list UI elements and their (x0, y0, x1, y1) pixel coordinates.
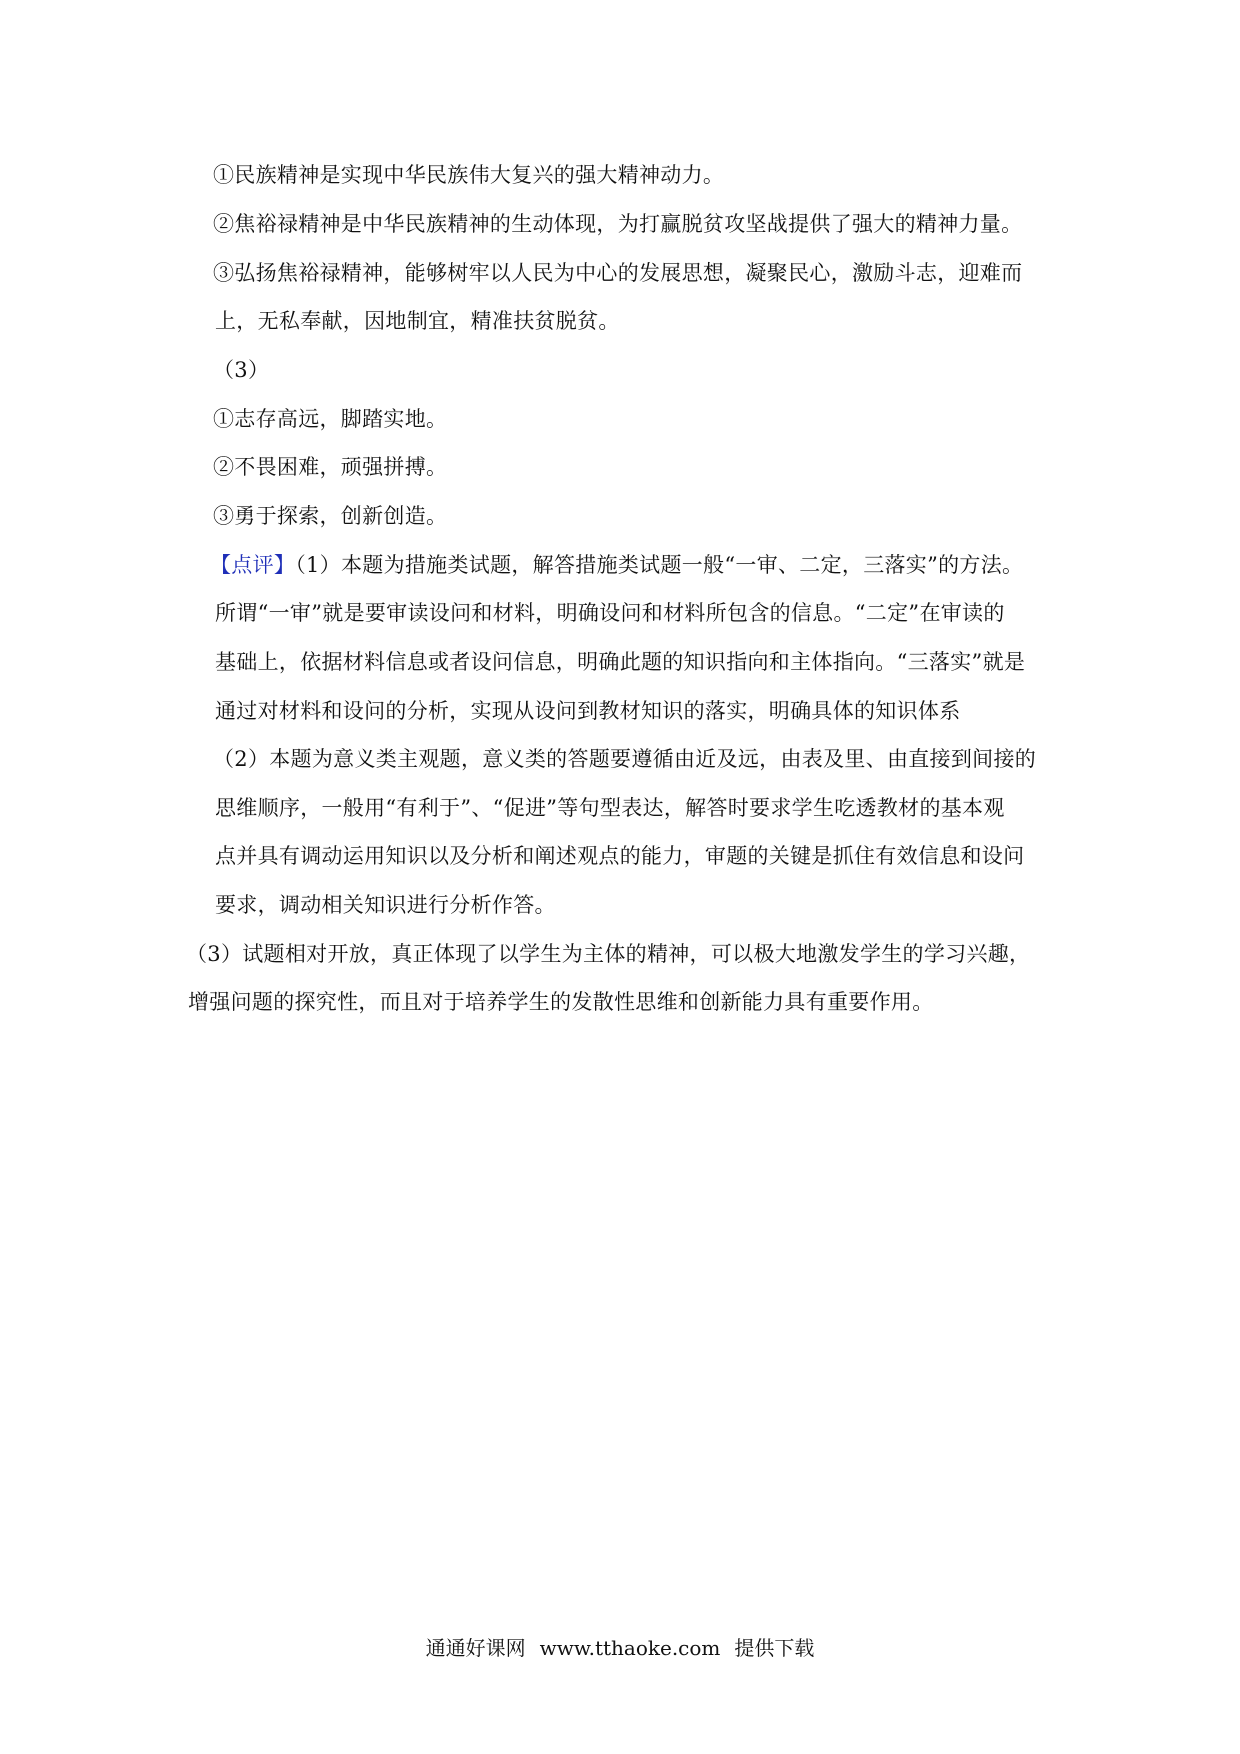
answer-3-point-1: ①志存高远，脚踏实地。 (213, 407, 448, 431)
comment-line: 所谓“一审”就是要审读设问和材料，明确设问和材料所包含的信息。“二定”在审读的 (215, 601, 1005, 625)
answer-point-1: ①民族精神是实现中华民族伟大复兴的强大精神动力。 (213, 163, 725, 187)
comment-line: 基础上，依据材料信息或者设问信息，明确此题的知识指向和主体指向。“三落实”就是 (215, 650, 1026, 674)
comment-line: 增强问题的探究性，而且对于培养学生的发散性思维和创新能力具有重要作用。 (188, 990, 934, 1014)
comment-heading-line (210, 551, 1023, 579)
comment-line: （2）本题为意义类主观题，意义类的答题要遵循由近及远，由表及里、由直接到间接的 (213, 747, 1037, 771)
comment-line: 思维顺序，一般用“有利于”、“促进”等句型表达，解答时要求学生吃透教材的基本观 (215, 796, 1005, 820)
section-number-3: （3） (213, 358, 270, 382)
comment-line: （3）试题相对开放，真正体现了以学生为主体的精神，可以极大地激发学生的学习兴趣， (186, 942, 1031, 966)
comment-first-line: （1）本题为措施类试题，解答措施类试题一般“一审、二定，三落实”的方法。 (295, 553, 1024, 577)
comment-line: 点并具有调动运用知识以及分析和阐述观点的能力，审题的关键是抓住有效信息和设问 (215, 844, 1025, 868)
answer-point-2: ②焦裕禄精神是中华民族精神的生动体现，为打赢脱贫攻坚战提供了强大的精神力量。 (213, 212, 1023, 236)
footer-site-name: 通通好课网 (425, 1636, 526, 1660)
comment-line: 要求，调动相关知识进行分析作答。 (215, 893, 556, 917)
answer-3-point-3: ③勇于探索，创新创造。 (213, 504, 448, 528)
comment-tag: 【点评】 (210, 553, 296, 577)
footer-url[interactable]: www.tthaoke.com (539, 1636, 721, 1660)
answer-3-point-2: ②不畏困难，顽强拼搏。 (213, 455, 448, 479)
footer-note: 提供下载 (734, 1636, 815, 1660)
answer-point-3: ③弘扬焦裕禄精神，能够树牢以人民为中心的发展思想，凝聚民心，激励斗志，迎难而 (213, 261, 1023, 285)
answer-point-3-continued: 上，无私奉献，因地制宜，精准扶贫脱贫。 (215, 309, 620, 333)
comment-line: 通过对材料和设问的分析，实现从设问到教材知识的落实，明确具体的知识体系 (215, 699, 961, 723)
page-footer (0, 1634, 1240, 1662)
